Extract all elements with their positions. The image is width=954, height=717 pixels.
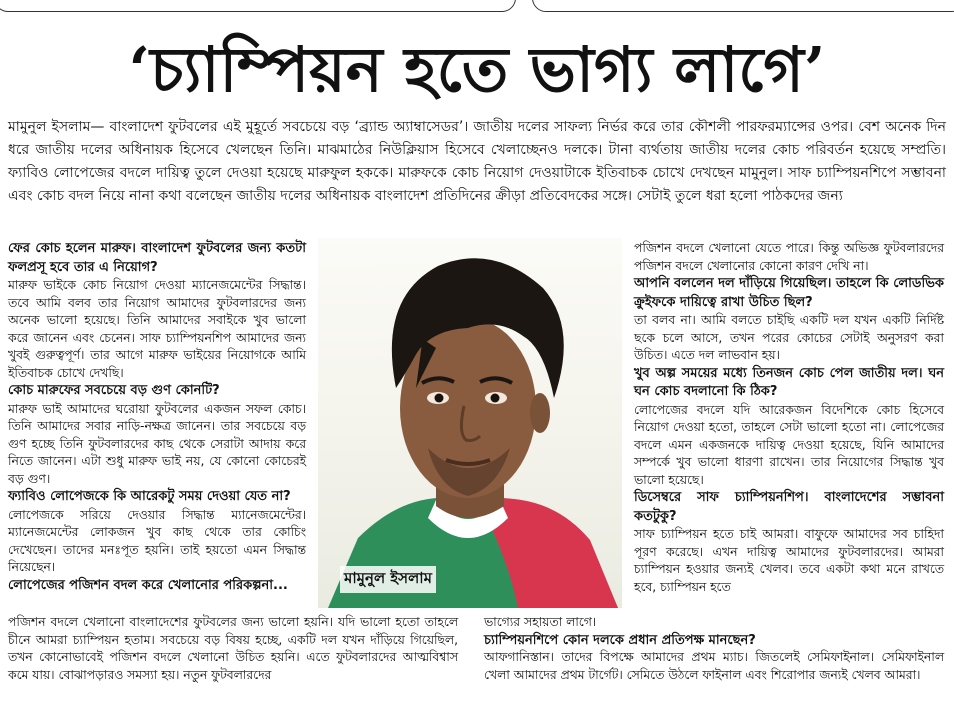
interview-answer: ভাগ্যের সহায়তা লাগে। — [484, 615, 597, 629]
interview-answer: লোপেজকে সরিয়ে দেওয়ার সিদ্ধান্ত ম্যানেজমেন্টের। ম্যানেজমেন্টের লোকজন খুব কাছ থেকে তার কোচিং দেখেছেন। তাদের মনঃপূত হয়নি। তাই হয়তো এমন সিদ্ধান্ত নিয়েছেন। — [8, 507, 306, 574]
top-border-left — [0, 0, 516, 12]
interview-question: ফের কোচ হলেন মারুফ। বাংলাদেশ ফুটবলের জন্য কতটা ফলপ্রসূ হবে তার এ নিয়োগ? — [8, 241, 306, 275]
player-photo — [318, 238, 622, 608]
interview-answer: তা বলব না। আমি বলতে চাইছি একটি দল যখন একটি নির্দিষ্ট ছকে চলে আসে, তখন পরের কোচের সেটাই অনুসরণ করা উচিত। এতে দল লাভবান হয়। — [634, 313, 944, 362]
interview-question: কোচ মারুফের সবচেয়ে বড় গুণ কোনটি? — [8, 383, 220, 398]
headline: ‘চ্যাম্পিয়ন হতে ভাগ্য লাগে’ — [128, 33, 826, 106]
interview-answer: লোপেজের বদলে যদি আরেকজন বিদেশিকে কোচ হিসেবে নিয়োগ দেওয়া হতো, তাহলে সেটা ভালো হতো না। লোপেজের বদলে এমন একজনকে দায়িত্ব দেওয়া হয়েছে, যিনি আমাদের সম্পর্কে খুব ভালো ধারণা রাখেন। তার নিয়োগের সিদ্ধান্ত খুব ভালো হয়েছে। — [634, 402, 944, 487]
interview-answer: পজিশন বদলে খেলানো যেতে পারে। কিন্তু অভিজ্ঞ ফুটবলারদের পজিশন বদলে খেলানোর কোনো কারণ দেখি না। — [634, 241, 944, 273]
interview-question: লোপেজের পজিশন বদল করে খেলানোর পরিকল্পনা... — [8, 577, 288, 593]
ear-shape — [530, 393, 550, 433]
interview-question: খুব অল্প সময়ের মধ্যে তিনজন কোচ পেল জাতীয় দল। ঘন ঘন কোচ বদলানো কি ঠিক? — [634, 365, 944, 399]
right-column — [634, 240, 944, 596]
top-border-right — [532, 0, 954, 12]
photo-caption: মামুনুল ইসলাম — [340, 566, 436, 593]
bottom-right-block — [484, 614, 944, 684]
intro-paragraph: মামুনুল ইসলাম— বাংলাদেশ ফুটবলের এই মুহূর্তে সবচেয়ে বড় ‘ব্র্যান্ড অ্যাম্বাসেডর’। জাতীয় দলের সাফল্য নির্ভর করে তার কৌশলী পারফরম্যান্সের ওপর। বেশ অনেক দিন ধরে জাতীয় দলের অধিনায়ক হিসেবে খেলছেন তিনি। মাঝমাঠের নিউক্লিয়াস হিসেবে খেলাচ্ছেনও দলকে। টানা ব্যর্থতায় জাতীয় দলের কোচ পরিবর্তন হয়েছে সম্প্রতি। ফ্যাবিও লোপেজের বদলে দায়িত্ব তুলে দেওয়া হয়েছে মারুফুল হককে। মারুফকে কোচ নিয়োগ দেওয়াটাকে ইতিবাচক চোখে দেখছেন মামুনুল। সাফ চ্যাম্পিয়নশিপে সম্ভাবনা এবং কোচ বদল নিয়ে নানা কথা বলেছেন জাতীয় দলের অধিনায়ক বাংলাদেশ প্রতিদিনের ক্রীড়া প্রতিবেদকের সঙ্গে। সেটাই তুলে ধরা হলো পাঠকদের জন্য — [8, 119, 946, 204]
right-pupil — [491, 394, 500, 403]
left-pupil — [435, 394, 444, 403]
interview-answer: মারুফ ভাইকে কোচ নিয়োগ দেওয়া ম্যানেজমেন্টের সিদ্ধান্ত। তবে আমি বলব তার নিয়োগ আমাদের ফুটবলারদের জন্য অনেক ভালো হয়েছে। তিনি আমাদের সবাইকে খুব ভালো করে জানেন এবং চেনেন। সাফ চ্যাম্পিয়নশিপ আমাদের জন্য খুবই গুরুত্বপূর্ণ। তার আগে মারুফ ভাইয়ের নিয়োগকে আমি ইতিবাচক চোখে দেখছি। — [8, 278, 306, 380]
player-portrait-illustration — [318, 238, 622, 608]
left-column — [8, 240, 306, 595]
bottom-left-paragraph: পজিশন বদলে খেলানো বাংলাদেশের ফুটবলের জন্য ভালো হয়নি। যদি ভালো হতো তাহলে চীনে আমরা চ্যাম্পিয়ন হতাম। সবচেয়ে বড় বিষয় হচ্ছে, একটি দল যখন দাঁড়িয়ে গিয়েছিল, তখন কোনোভাবেই পজিশন বদলে খেলানো উচিত হয়নি। এতে ফুটবলারদের আত্মবিশ্বাস কমে যায়। বোঝাপড়ারও সমস্যা হয়। নতুন ফুটবলারদের — [8, 615, 458, 682]
interview-question: আপনি বললেন দল দাঁড়িয়ে গিয়েছিল। তাহলে কি লোডভিক ক্রুইফকে দায়িত্বে রাখা উচিত ছিল? — [634, 276, 944, 310]
interview-answer: মারুফ ভাই আমাদের ঘরোয়া ফুটবলের একজন সফল কোচ। তিনি আমাদের সবার নাড়ি-নক্ষত্র জানেন। তার সবচেয়ে বড় গুণ হচ্ছে তিনি ফুটবলারদের কাছ থেকে সেরাটা আদায় করে নিতে জানেন। এটা শুধু মারুফ ভাই নয়, যে কোনো কোচেরই বড় গুণ। — [8, 401, 306, 486]
interview-answer: আফগানিস্তান। তাদের বিপক্ষে আমাদের প্রথম ম্যাচ। জিতলেই সেমিফাইনাল। সেমিফাইনাল খেলা আমাদের প্রথম টার্গেট। সেমিতে উঠলে ফাইনাল এবং শিরোপার জন্যই খেলব আমরা। — [484, 650, 944, 682]
interview-question: ডিসেম্বরে সাফ চ্যাম্পিয়নশিপ। বাংলাদেশের সম্ভাবনা কতটুকু? — [634, 490, 944, 524]
interview-answer: সাফ চ্যাম্পিয়ন হতে চাই আমরা। বাফুফে আমাদের সব চাহিদা পূরণ করেছে। এখন দায়িত্ব আমাদের ফুটবলারদের। আমরা চ্যাম্পিয়ন হওয়ার জন্যই খেলব। তবে একটা কথা মনে রাখতে হবে, চ্যাম্পিয়ন হতে — [634, 527, 944, 594]
interview-question: ফ্যাবিও লোপেজকে কি আরেকটু সময় দেওয়া যেত না? — [8, 489, 291, 504]
interview-question: চ্যাম্পিয়নশিপে কোন দলকে প্রধান প্রতিপক্ষ মানছেন? — [484, 632, 756, 648]
